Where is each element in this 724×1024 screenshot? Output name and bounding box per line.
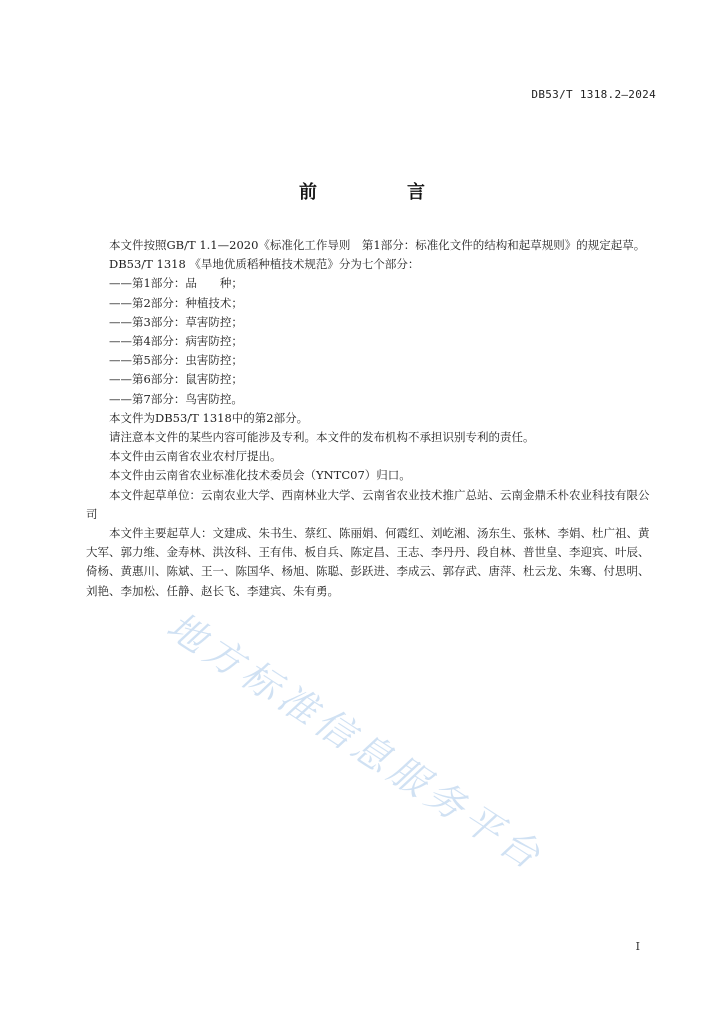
part-statement-paragraph: 本文件为DB53/T 1318中的第2部分。: [109, 410, 309, 425]
part-list-item: ——第6部分：鼠害防控；: [109, 372, 243, 387]
drafting-basis-paragraph: 本文件按照GB/T 1.1—2020《标准化工作导则 第1部分：标准化文件的结构和起草规则》的规定起草。: [109, 238, 646, 252]
committee-paragraph: 本文件由云南省农业标准化技术委员会（YNTC07）归口。: [109, 468, 411, 483]
part-list-item: ——第7部分：鸟害防控。: [109, 391, 243, 406]
page-title: 前 言: [299, 182, 461, 203]
parts-intro-paragraph: DB53/T 1318 《旱地优质稻种植技术规范》分为七个部分：: [109, 257, 420, 272]
part-list-item: ——第1部分：品 种；: [109, 276, 243, 291]
watermark: 地方标准信息服务平台: [159, 603, 553, 881]
part-list-item: ——第2部分：种植技术；: [109, 295, 243, 310]
standard-code: DB53/T 1318.2—2024: [531, 88, 656, 101]
part-list-item: ——第3部分：草害防控；: [109, 314, 243, 329]
page-number: I: [635, 940, 640, 953]
foreword-body: [86, 236, 656, 601]
proposer-paragraph: 本文件由云南省农业农村厅提出。: [109, 449, 282, 464]
part-list-item: ——第4部分：病害防控；: [109, 334, 243, 349]
patent-notice-paragraph: 请注意本文件的某些内容可能涉及专利。本文件的发布机构不承担识别专利的责任。: [109, 430, 535, 445]
part-list-item: ——第5部分：虫害防控；: [109, 353, 243, 368]
drafters-paragraph: 本文件主要起草人：文建成、朱书生、蔡红、陈丽娟、何霞红、刘屹湘、汤东生、张林、李娟、杜广祖、黄大军、郭力维、金寿林、洪汝科、王有伟、板自兵、陈定昌、王志、李丹丹、段自林、普世皇、李迎宾、叶辰、倚杨、黄惠川、陈斌、王一、陈国华、杨旭、陈聪、彭跃进、李成云、郭存武、唐萍、杜云龙、朱骞、付思明、刘艳、李加松、任静、赵长飞、李建宾、朱有勇。: [86, 526, 650, 598]
drafting-units-paragraph: 本文件起草单位：云南农业大学、西南林业大学、云南省农业技术推广总站、云南金鼎禾朴农业科技有限公司: [86, 487, 650, 521]
